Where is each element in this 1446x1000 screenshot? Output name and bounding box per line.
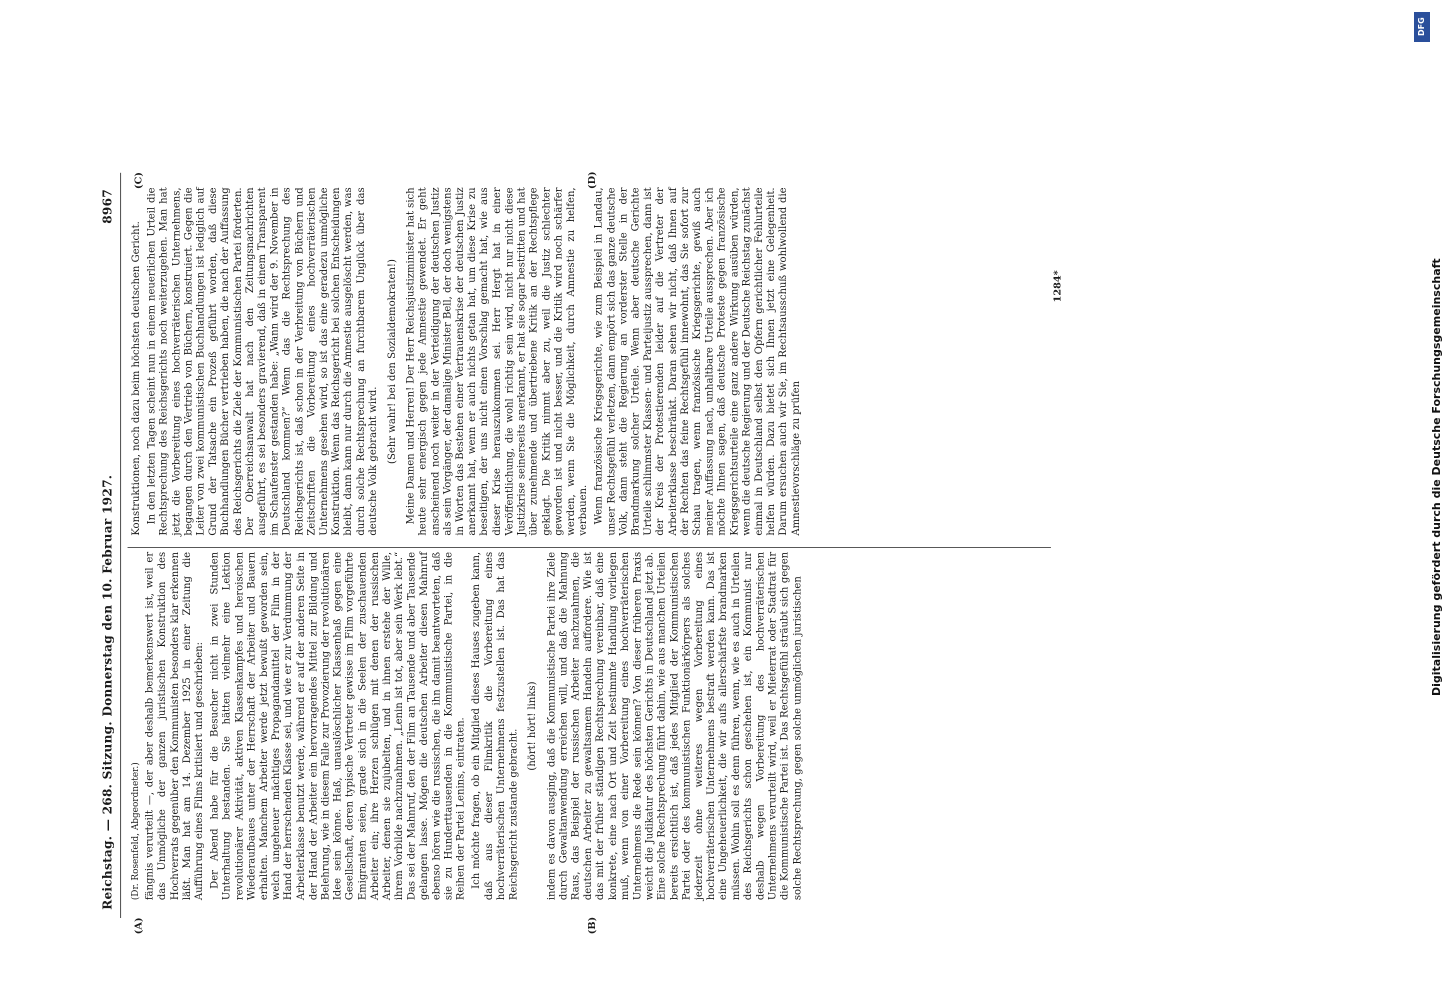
margin-mark-b: (B) (586, 916, 598, 935)
paragraph: indem es davon ausging, daß die Kommunistische Partei ihre Ziele durch Gewaltanwendung erreichen will, und daß die Mahnung Raus, das Beispiel der russischen Arbeiter nachzuahmen, die deutschen Arbeiter zu gewaltsamem Handeln auffordere. Wie ist das mit der früher ständigen Rechtsprechung vereinbar, daß eine konkrete, eine nach Ort und Zeit bestimmte Handlung vorliegen muß, wenn von einer Vorbereitung eines hochverräterischen Unternehmens die Rede sein können? Von dieser früheren Praxis weicht die Judikatur des höchsten Gerichts in Deutschland jetzt ab. Eine solche Rechtsprechung führt dahin, wie aus manchen Urteilen bereits ersichtlich ist, daß jedes Mitglied der Kommunistischen Partei oder des kommunistischen Funktionärkörpers als solches jederzeit ohne weiteres wegen Vorbereitung eines hochverräterischen Unternehmens bestraft werden kann. Das ist eine Ungeheuerlichkeit, die wir aufs allerschärfste brandmarken müssen. Wohin soll es denn führen, wenn, wie es auch in Urteilen des Reichsgerichts schon geschehen ist, ein Kommunist nur deshalb wegen Vorbereitung des hochverräterischen Unternehmens verurteilt wird, weil er Mieterrat oder Stadtrat für die Kommunistische Partei ist. Das Rechtsgefühl sträubt sich gegen solche Rechtsprechung, gegen solche unmöglichen juristischen (544, 551, 803, 901)
digitization-credit (1412, 6, 1443, 996)
right-column (129, 187, 804, 535)
page-footer-signature: 1284* (1051, 270, 1063, 303)
paragraph: Ich möchte fragen, ob ein Mitglied dieses Hauses zugeben kann, daß aus dieser Filmkritik die Vorbereitung eines hochverräterischen Unternehmens festzustellen ist. Das hat das Reichsgericht zustande gebracht. (469, 551, 519, 901)
margin-mark-d: (D) (586, 171, 598, 189)
credit-text: Digitalisierung gefördert durch die Deutsche Forschungsgemeinschaft (1430, 258, 1443, 696)
header-title: Reichstag. — 268. Sitzung. Donnerstag den 10. Februar 1927. (100, 474, 115, 910)
dfg-logo: DFG (1414, 12, 1430, 42)
paragraph: Wenn französische Kriegsgerichte, wie zum Beispiel in Landau, unser Rechtsgefühl verletzen, dann empört sich das ganze deutsche Volk, dann steht die Regierung an vorderster Stelle in der Brandmarkung solcher Urteile. Wenn aber deutsche Gerichte Urteile schlimmster Klassen- und Parteijustiz aussprechen, dann ist der Kreis der Protestierenden leider auf die Vertreter der Arbeiterklasse beschränkt. Daran sehen wir nicht, daß Ihnen auf der Rechten das feine Rechtsgefühl innewohnt, das Sie sofort zur Schau tragen, wenn französische Kriegsgerichte, gewiß auch meiner Auffassung nach, unhaltbare Urteile aussprechen. Aber ich möchte Ihnen sagen, daß deutsche Proteste gegen französische Kriegsgerichtsurteile eine ganz andere Wirkung ausüben würden, wenn die deutsche Regierung und der Deutsche Reichstag zunächst einmal in Deutschland selbst den Opfern gerichtlicher Fehlurteile helfen würden. Dazu bietet sich Ihnen jetzt eine Gelegenheit. Darum ersuchen auch wir Sie, im Rechtsausschuß wohlwollend die Amnestievorschläge zu prüfen (591, 187, 802, 536)
quoted-paragraph: Der Abend habe für die Besucher nicht in zwei Stunden Unterhaltung bestanden. Sie hätten vielmehr eine Lektion revolutionärer Aktivität, aktiven Klassenkampfes und heroischen Wiederaufbaues unter der Herrschaft der Arbeiter und Bauern erhalten. Manchem Arbeiter werde jetzt bewußt geworden sein, welch ungeheuer mächtiges Propagandamittel der Film in der Hand der herrschenden Klasse sei, und wie er zur Verdummung der Arbeiterklasse benutzt werde, während er auf der anderen Seite in der Hand der Arbeiter ein hervorragendes Mittel zur Bildung und Belehrung, wie in diesem Falle zur Provozierung der revolutionären Idee sein könne. Haß, unauslöschlicher Klassenhaß gegen eine Gesellschaft, deren typische Vertreter gewisse im Film vorgeführte Emigranten seien, grade sich in die Seelen der zuschauenden Arbeiter ein; ihre Herzen schlügen mit denen der russischen Arbeiter, denen sie zujubelten, und in ihnen erstehe der Wille, ihrem Vorbilde nachzunahmen. „Lenin ist tot, aber sein Werk lebt.“ Das sei der Mahnruf, den der Film an Tausende und aber Tausende gelangen lasse. Mögen die deutschen Arbeiter diesen Mahnruf ebenso hören wie die russischen, die ihn damit beantworteten, daß sie zu Hunderttausenden in die Kommunistische Partei, in die Reihen der Partei Lenins, eintraten. (207, 551, 467, 901)
paragraph: fängnis verurteilt —, der aber deshalb bemerkenswert ist, weil er das Unmögliche der ganzen juristischen Konstruktion des Hochverrats gegenüber den Kommunisten besonders klar erkennen läßt. Man hat am 14. Dezember 1925 in einer Zeitung die Aufführung eines Films kritisiert und geschrieben: (143, 551, 205, 901)
column-divider (128, 547, 1051, 548)
rotated-newspaper-page (100, 171, 1096, 935)
paragraph: Konstruktionen, noch dazu beim höchsten deutschen Gericht. (129, 221, 142, 536)
interjection: (Sehr wahr! bei den Sozialdemokraten!) (385, 259, 398, 464)
page-number: 8967 (100, 189, 115, 224)
margin-mark-c: (C) (132, 172, 144, 189)
interjection: (hört! hört! links) (525, 681, 538, 771)
speaker-tag: (Dr. Rosenfeld, Abgeordneter.) (129, 762, 141, 901)
paragraph: Meine Damen und Herren! Der Herr Reichsjustizminister hat sich heute sehr energisch gegen jede Amnestie gewendet. Er geht anscheinend noch weiter in der Verteidigung der deutschen Justiz als sein Vorgänger, der damalige Minister Bell, der doch wenigstens in Worten das Bestehen einer Vertrauenskrise der deutschen Justiz anerkannt hat, wenn er auch nichts getan hat, um diese Krise zu beseitigen, der uns nicht einen Vorschlag gemacht hat, wie aus dieser Krise herauszukommen sei. Herr Hergt hat in einer Veröffentlichung, die wohl richtig sein wird, nicht nur nicht diese Justizkrise seinerseits anerkannt, er hat sie sogar bestritten und hat über zunehmende und übertriebene Kritik an der Rechtspflege geklagt. Die Kritik nimmt aber zu, weil die Justiz schlechter geworden ist und nicht besser, und die Kritik wird noch schärfer werden, wenn Sie die Möglichkeit, durch Amnestie zu helfen, verbauen. (403, 187, 589, 536)
margin-mark-a: (A) (132, 917, 144, 935)
left-column (129, 552, 806, 900)
page-header (100, 173, 121, 918)
paragraph: In den letzten Tagen scheint nun in einem neuerlichen Urteil die Rechtsprechung des Reichsgerichts noch weiterzugehen. Man hat jetzt die Vorbereitung eines hochverräterischen Unternehmens, begangen durch den Vertrieb von Büchern, konstruiert. Gegen die Leiter von zwei kommunistischen Buchhandlungen ist lediglich auf Grund der Tatsache ein Prozeß geführt worden, daß diese Buchhandlungen Bücher vertrieben haben, die nach der Auffassung des Reichsgerichts die Ziele der Kommunistischen Partei förderten. Der Oberreichsanwalt hat nach den Zeitungsnachrichten ausgeführt, es sei besonders gravierend, daß in einem Transparent im Schaufenster gestanden habe: „Wann wird der 9. November in Deutschland kommen?“ Wenn das die Rechtsprechung des Reichsgerichts ist, daß schon in der Verbreitung von Büchern und Zeitschriften die Vorbereitung eines hochverräterischen Unternehmens gesehen wird, so ist das eine geradezu unmögliche Konstruktion. Wenn das Reichsgericht bei solchen Entscheidungen bleibt, dann kann nur durch die Amnestie ausgelöscht werden, was durch solche Rechtsprechung an furchtbarem Unglück über das deutsche Volk gebracht wird. (144, 187, 379, 536)
header-rule (120, 173, 121, 918)
